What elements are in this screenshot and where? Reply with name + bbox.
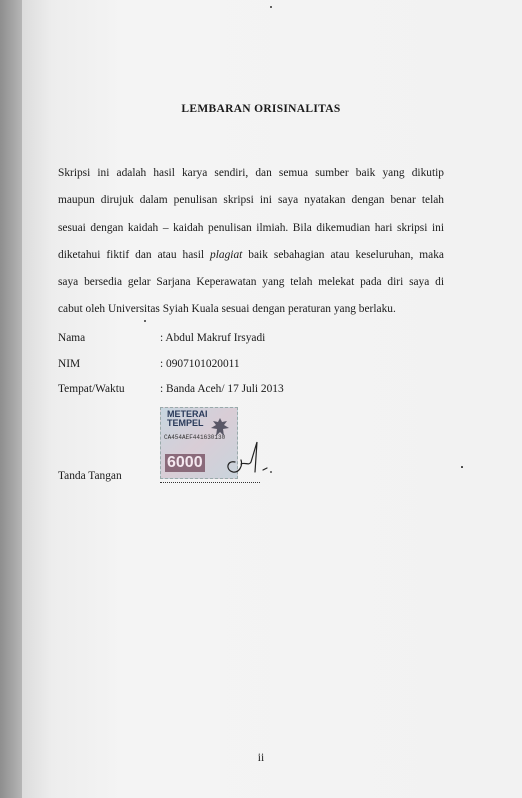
signature-line	[160, 482, 260, 483]
paragraph-line: saya bersedia gelar Sarjana Keperawatan yang telah melekat pada diri saya di	[58, 276, 444, 289]
page-title: LEMBARAN ORISINALITAS	[181, 103, 341, 115]
scan-speck	[461, 466, 463, 468]
field-label: Nama	[58, 332, 86, 344]
paragraph-line-plagiat	[58, 242, 444, 269]
stamp-heading-1: METERAI	[167, 409, 208, 419]
stamp-code: CA454AEF441630130	[164, 434, 226, 441]
handwritten-signature	[205, 432, 295, 480]
page-number: ii	[257, 752, 265, 764]
field-label: Tempat/Waktu	[58, 383, 125, 395]
signature-label: Tanda Tangan	[58, 470, 122, 482]
field-value: : Abdul Makruf Irsyadi	[160, 332, 266, 344]
scan-speck	[270, 6, 272, 8]
field-value: : Banda Aceh/ 17 Juli 2013	[160, 383, 284, 395]
stamp-value: 6000	[167, 454, 203, 471]
field-label: NIM	[58, 358, 81, 370]
paragraph-line: Skripsi ini adalah hasil karya sendiri, dan semua sumber baik yang dikutip	[58, 167, 444, 179]
field-value: : 0907101020011	[160, 358, 240, 370]
paragraph-line: sesuai dengan kaidah – kaidah penulisan ilmiah. Bila dikemudian hari skripsi ini	[58, 221, 444, 234]
scan-speck	[144, 320, 146, 322]
line-text: baik sebahagian atau keseluruhan, maka	[242, 248, 444, 261]
stamp-heading-2: TEMPEL	[167, 418, 204, 428]
italic-word: plagiat	[210, 248, 243, 261]
paragraph-line: maupun dirujuk dalam penulisan skripsi ini saya nyatakan dengan benar telah	[58, 194, 444, 207]
paragraph-line: cabut oleh Universitas Syiah Kuala sesuai dengan peraturan yang berlaku.	[58, 303, 396, 316]
statement-paragraph	[58, 160, 444, 324]
line-text: diketahui fiktif dan atau hasil	[58, 248, 211, 261]
document-page	[22, 0, 522, 798]
stamp-heading	[167, 410, 208, 428]
